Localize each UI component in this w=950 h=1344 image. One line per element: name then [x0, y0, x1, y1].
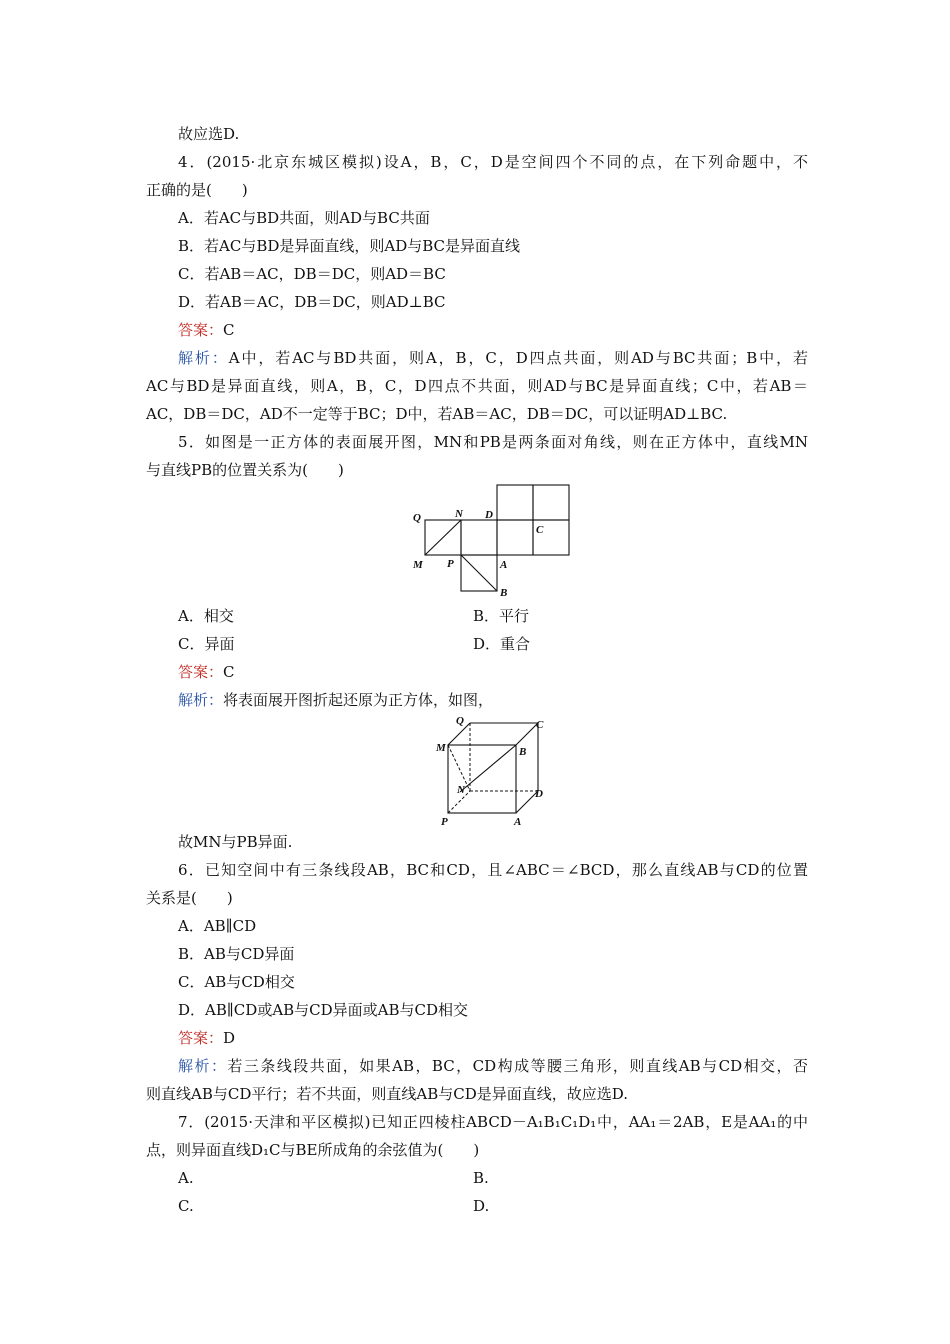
q4-stem-line-1: 4．(2015·北京东城区模拟)设A，B，C，D是空间四个不同的点，在下列命题中，不	[178, 153, 808, 171]
cube-figure	[430, 710, 555, 828]
q5-option-c: C．异面	[178, 635, 235, 653]
diagonal-pb	[461, 555, 497, 591]
q4-option-a: A．若AC与BD共面，则AD与BC共面	[178, 209, 430, 227]
answer-value: C	[223, 321, 235, 339]
cube-label-c: C	[536, 719, 544, 731]
q4-analysis-line-1	[178, 348, 808, 368]
answer-label: 答案：	[178, 321, 224, 339]
cube-solid-edges	[448, 723, 538, 813]
q4-analysis-line-2: AC与BD是异面直线，则A，B，C，D四点不共面，则AD与BC是异面直线；C中，若AB＝	[146, 377, 808, 395]
net-label-a: A	[500, 559, 508, 571]
q6-analysis-line-2: 则直线AB与CD平行；若不共面，则直线AB与CD是异面直线，故应选D.	[146, 1085, 628, 1103]
cube-label-m: M	[436, 742, 446, 754]
q4-option-c: C．若AB＝AC，DB＝DC，则AD＝BC	[178, 265, 446, 283]
q5-conclusion: 故MN与PB异面.	[178, 833, 293, 851]
cube-net-lines	[425, 485, 569, 591]
q5-stem-line-2: 与直线PB的位置关系为( )	[146, 461, 344, 479]
q4-answer	[178, 320, 235, 340]
q6-analysis-line-1	[178, 1056, 808, 1076]
cube-label-p: P	[441, 816, 448, 828]
analysis-text: A中，若AC与BD共面，则A，B，C，D四点共面，则AD与BC共面；B中，若	[228, 349, 808, 367]
net-label-c: C	[536, 524, 544, 536]
q6-stem-line-2: 关系是( )	[146, 889, 233, 907]
q6-option-c: C．AB与CD相交	[178, 973, 295, 991]
q7-option-b: B.	[473, 1169, 489, 1187]
analysis-text: 若三条线段共面，如果AB，BC，CD构成等腰三角形，则直线AB与CD相交，否	[227, 1057, 808, 1075]
answer-value: D	[223, 1029, 236, 1047]
net-label-b: B	[500, 587, 508, 599]
net-label-n: N	[455, 508, 463, 520]
cube-label-d: D	[535, 788, 543, 800]
net-label-p: P	[447, 558, 454, 570]
segment-nb	[460, 745, 516, 792]
q6-stem-line-1: 6．已知空间中有三条线段AB，BC和CD，且∠ABC＝∠BCD，那么直线AB与CD的位置	[178, 861, 808, 879]
q4-option-b: B．若AC与BD是异面直线，则AD与BC是异面直线	[178, 237, 521, 255]
analysis-text: 将表面展开图折起还原为正方体，如图，	[223, 691, 494, 709]
q5-stem-line-1: 5．如图是一正方体的表面展开图，MN和PB是两条面对角线，则在正方体中，直线MN	[178, 433, 808, 451]
cube-net-figure	[405, 480, 580, 600]
q6-answer	[178, 1028, 235, 1048]
q7-stem-line-1: 7．(2015·天津和平区模拟)已知正四棱柱ABCD－A₁B₁C₁D₁中，AA₁＝2AB，E是AA₁的中	[178, 1113, 808, 1131]
q7-option-c: C.	[178, 1197, 194, 1215]
cube-label-b: B	[519, 746, 527, 758]
q4-stem-line-2: 正确的是( )	[146, 181, 248, 199]
q5-option-a: A．相交	[178, 607, 234, 625]
q6-option-a: A．AB∥CD	[178, 917, 257, 935]
prev-conclusion: 故应选D.	[178, 125, 240, 143]
q5-answer	[178, 662, 235, 682]
net-label-d: D	[485, 509, 493, 521]
answer-label: 答案：	[178, 663, 224, 681]
net-label-m: M	[413, 559, 423, 571]
answer-value: C	[223, 663, 235, 681]
diagonal-mn	[425, 520, 461, 555]
q7-stem-line-2: 点，则异面直线D₁C与BE所成角的余弦值为( )	[146, 1141, 480, 1159]
answer-label: 答案：	[178, 1029, 224, 1047]
cube-label-n: N	[457, 784, 465, 796]
analysis-label: 解析：	[178, 691, 224, 709]
net-label-q: Q	[413, 512, 421, 524]
q6-option-d: D．AB∥CD或AB与CD异面或AB与CD相交	[178, 1001, 469, 1019]
q5-analysis-line-1	[178, 690, 493, 710]
q6-option-b: B．AB与CD异面	[178, 945, 295, 963]
q4-analysis-line-3: AC，DB＝DC，AD不一定等于BC；D中，若AB＝AC，DB＝DC，可以证明AD⊥BC.	[146, 405, 728, 423]
q4-option-d: D．若AB＝AC，DB＝DC，则AD⊥BC	[178, 293, 446, 311]
cube-label-a: A	[514, 816, 522, 828]
q7-option-d: D.	[473, 1197, 490, 1215]
q5-option-d: D．重合	[473, 635, 531, 653]
analysis-label: 解析：	[178, 1057, 228, 1075]
q5-option-b: B．平行	[473, 607, 530, 625]
cube-label-q: Q	[456, 715, 464, 727]
analysis-label: 解析：	[178, 349, 229, 367]
q7-option-a: A.	[178, 1169, 194, 1187]
